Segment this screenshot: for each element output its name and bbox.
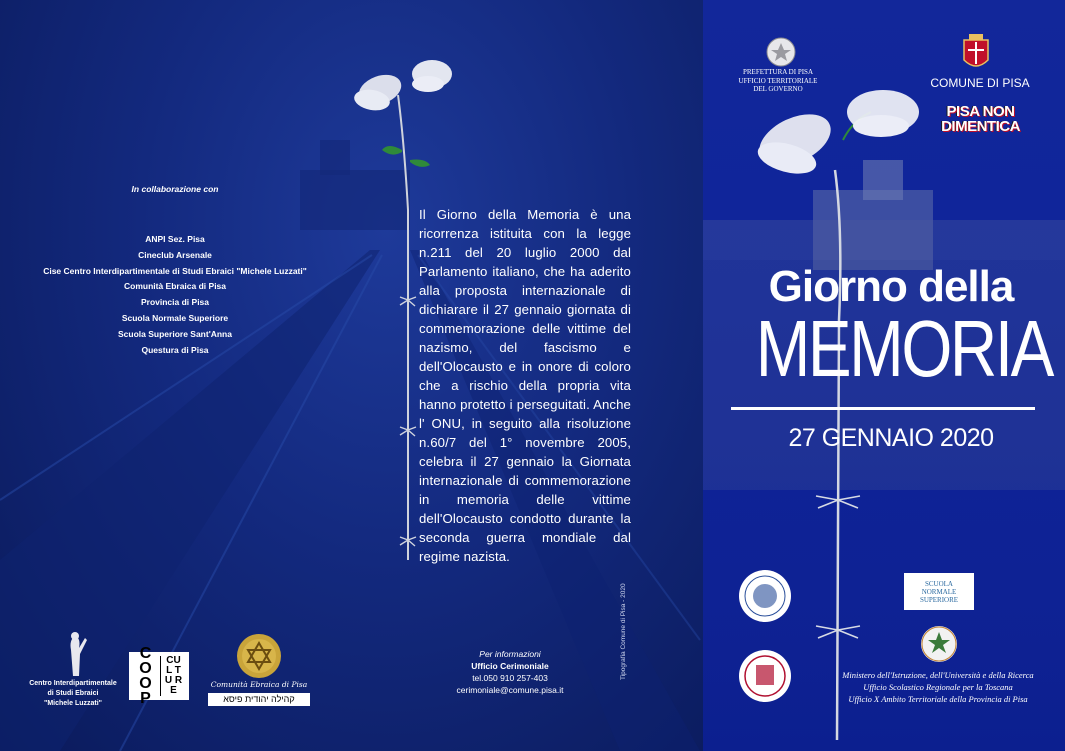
pnd-line: DIMENTICA <box>941 118 1020 135</box>
collaboration-heading: In collaborazione con <box>131 184 219 194</box>
ministero-line: Ministero dell'Istruzione, dell'Università e della Ricerca <box>842 670 1034 680</box>
info-phone: tel.050 910 257-403 <box>472 673 548 683</box>
prefettura-line: DEL GOVERNO <box>753 85 803 93</box>
info-office: Ufficio Cerimoniale <box>471 661 549 671</box>
prefettura-line: PREFETTURA DI PISA <box>742 68 813 76</box>
coop-text: CO OP <box>139 645 152 707</box>
info-label: Per informazioni <box>479 649 541 659</box>
information-block <box>430 648 590 696</box>
comunita-ebraica-script: Comunità Ebraica di Pisa <box>210 680 308 689</box>
comune-di-pisa-label: COMUNE DI PISA <box>930 76 1030 90</box>
prefettura-line: UFFICIO TERRITORIALE <box>738 76 818 85</box>
title-line-2: MEMORIA <box>755 304 1052 393</box>
pnd-line: PISA NON <box>946 103 1015 120</box>
memorial-description: Il Giorno della Memoria è una ricorrenza istituita con la legge n.211 del 20 luglio 2000 dal Parlamento italiano, che ha aderito alla proposta internazionale di dichiarare il 27 gennaio giornata di commemorazione delle vittime del nazismo, del fascismo e dell'Olocausto e in onore di coloro che a rischio della propria vita hanno protetto i perseguitati. Anche l' ONU, in seguito alla risoluzione n.60/7 del 1° novembre 2005, celebra il 27 gennaio la Giornata internazionale di commemorazione in memoria delle vittime dell'Olocausto condotto durante la seconda guerra mondiale dal regime nazista. <box>419 207 631 564</box>
cise-caption <box>18 679 128 709</box>
collaborator: Cineclub Arsenale <box>138 249 212 260</box>
collaborator: Cise Centro Interdipartimentale di Studi Ebraici "Michele Luzzati" <box>43 265 307 276</box>
info-email: cerimoniale@comune.pisa.it <box>456 685 564 695</box>
cise-caption-line: di Studi Ebraici <box>47 690 99 697</box>
comunita-ebraica-hebrew: קהילה יהודית פיסא <box>208 693 310 706</box>
collaborator: Scuola Superiore Sant'Anna <box>118 328 232 339</box>
title-line-1: Giorno della <box>768 262 1014 311</box>
title-divider <box>731 407 1035 410</box>
collaborator: ANPI Sez. Pisa <box>145 234 205 244</box>
ministero-line: Ufficio X Ambito Territoriale della Provincia di Pisa <box>848 694 1028 704</box>
collaborator: Questura di Pisa <box>141 344 209 355</box>
sns-line: NORMALE <box>921 587 957 596</box>
pisa-non-dimentica-logo <box>938 104 1023 134</box>
printer-credit: Tipografia Comune di Pisa - 2020 <box>620 583 627 680</box>
culture-text: CUL TU RE <box>160 656 184 696</box>
cover-panel <box>703 0 1065 751</box>
collaborator: Provincia di Pisa <box>140 297 210 308</box>
cise-caption-line: Centro Interdipartimentale <box>29 680 117 687</box>
event-date: 27 GENNAIO 2020 <box>788 424 994 452</box>
ministero-caption <box>838 669 1038 705</box>
cise-statue-logo-icon <box>55 630 95 678</box>
collaborators-list <box>20 232 330 358</box>
collaborator: Scuola Normale Superiore <box>121 312 229 323</box>
collaborator: Comunità Ebraica di Pisa <box>123 281 227 292</box>
cise-caption-line: "Michele Luzzati" <box>44 700 102 707</box>
prefettura-caption <box>732 68 824 94</box>
coop-culture-logo <box>129 645 189 707</box>
sns-line: SCUOLA <box>924 579 953 588</box>
sns-line: SUPERIORE <box>919 595 959 604</box>
star-of-david-logo-icon <box>236 633 282 679</box>
ministero-line: Ufficio Scolastico Regionale per la Toscana <box>863 682 1013 692</box>
scuola-normale-logo <box>904 573 974 610</box>
